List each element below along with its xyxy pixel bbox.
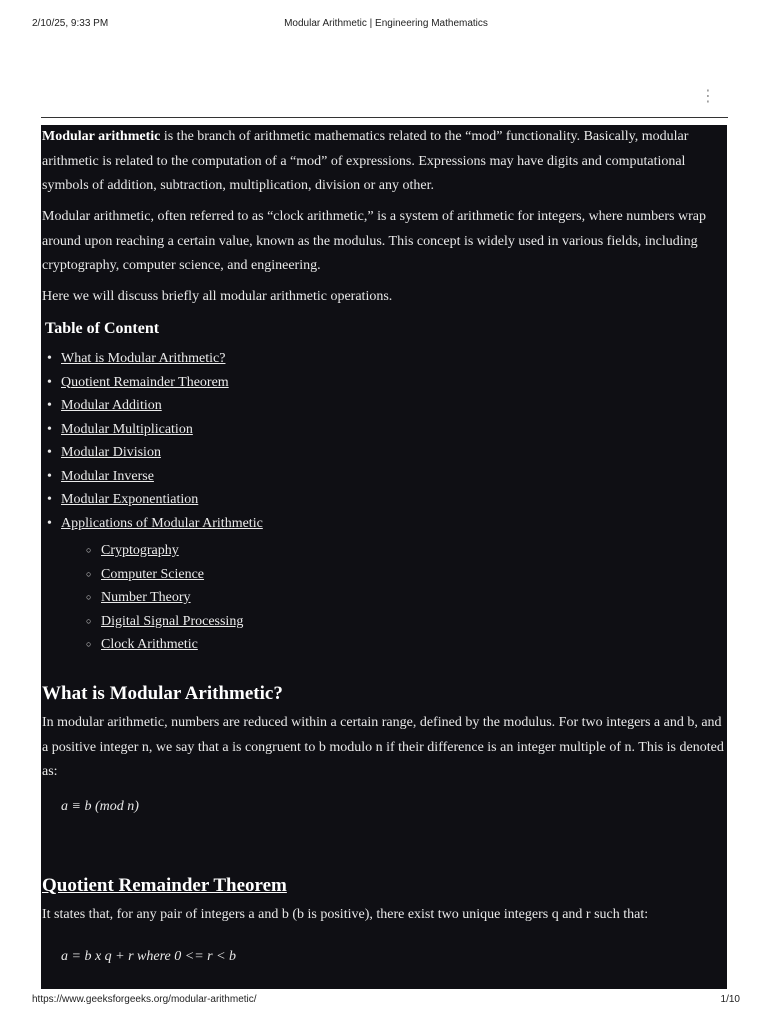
- section-body-qrt: It states that, for any pair of integers a and b (b is positive), there exist two unique integers q and r such that:: [42, 907, 649, 922]
- toc-link-applications[interactable]: Applications of Modular Arithmetic: [61, 515, 263, 531]
- congruence-formula: a ≡ b (mod n): [61, 799, 139, 814]
- section-heading-what-is: What is Modular Arithmetic?: [42, 683, 283, 704]
- print-footer: [32, 994, 740, 1010]
- toc-item: [61, 394, 263, 418]
- toc-list: [41, 347, 263, 657]
- toc-link-addition[interactable]: Modular Addition: [61, 398, 162, 413]
- toc-item: [61, 371, 263, 395]
- toc-link-multiplication[interactable]: Modular Multiplication: [61, 421, 193, 437]
- top-divider: [41, 117, 728, 118]
- toc-item: [61, 418, 263, 442]
- print-date: 2/10/25, 9:33 PM: [32, 18, 109, 29]
- intro-paragraph-3: Here we will discuss briefly all modular arithmetic operations.: [42, 289, 393, 304]
- toc-item: [61, 347, 263, 371]
- toc-link-number-theory[interactable]: Number Theory: [101, 590, 191, 605]
- toc-link-dsp[interactable]: Digital Signal Processing: [101, 613, 244, 629]
- toc-link-cryptography[interactable]: Cryptography: [101, 543, 179, 558]
- qrt-heading-link[interactable]: Quotient Remainder Theorem: [42, 875, 287, 896]
- toc-subitem: [101, 633, 263, 657]
- print-header: [32, 18, 740, 34]
- toc-item: [61, 512, 263, 657]
- print-title: Modular Arithmetic | Engineering Mathematics: [284, 18, 488, 29]
- toc-title: Table of Content: [45, 320, 160, 337]
- toc-link-inverse[interactable]: Modular Inverse: [61, 468, 154, 484]
- more-vertical-icon[interactable]: ⋮: [700, 86, 716, 105]
- toc-link-clock-arithmetic[interactable]: Clock Arithmetic: [101, 637, 198, 652]
- toc-link-quotient-remainder[interactable]: Quotient Remainder Theorem: [61, 374, 229, 390]
- intro-paragraph-1: [42, 125, 725, 199]
- intro-p1-text: is the branch of arithmetic mathematics related to the “mod” functionality. Basically, modular arithmetic is related to the computation of a “mod” of expressions. Expressions may have digits and computational symbols of addition, subtraction, multiplication, division or any other.: [42, 129, 689, 193]
- print-page-number: 1/10: [720, 994, 740, 1005]
- section-body-what-is: In modular arithmetic, numbers are reduced within a certain range, defined by the modulus. For two integers a and b, and a positive integer n, we say that a is congruent to b modulo n if their difference is an integer multiple of n. This is denoted as:: [42, 715, 724, 779]
- toc-item: [61, 465, 263, 489]
- toc-subitem: [101, 586, 263, 610]
- toc-sublist: [61, 539, 263, 657]
- toc-link-what-is[interactable]: What is Modular Arithmetic?: [61, 351, 226, 366]
- section-heading-qrt: [42, 875, 287, 897]
- toc-link-division[interactable]: Modular Division: [61, 445, 161, 460]
- toc-item: [61, 441, 263, 465]
- toc-subitem: [101, 563, 263, 587]
- toc-subitem: [101, 539, 263, 563]
- toc-item: [61, 488, 263, 512]
- toc-subitem: [101, 610, 263, 634]
- print-url: https://www.geeksforgeeks.org/modular-arithmetic/: [32, 994, 257, 1005]
- intro-paragraph-2: Modular arithmetic, often referred to as “clock arithmetic,” is a system of arithmetic for integers, where numbers wrap around upon reaching a certain value, known as the modulus. This concept is widely used in various fields, including cryptography, computer science, and engineering.: [42, 209, 706, 273]
- toc-link-computer-science[interactable]: Computer Science: [101, 566, 205, 582]
- toc-link-exponentiation[interactable]: Modular Exponentiation: [61, 492, 199, 507]
- article-content: [41, 125, 727, 989]
- bold-term: Modular arithmetic: [42, 129, 161, 144]
- qrt-formula: a = b x q + r where 0 <= r < b: [61, 949, 237, 964]
